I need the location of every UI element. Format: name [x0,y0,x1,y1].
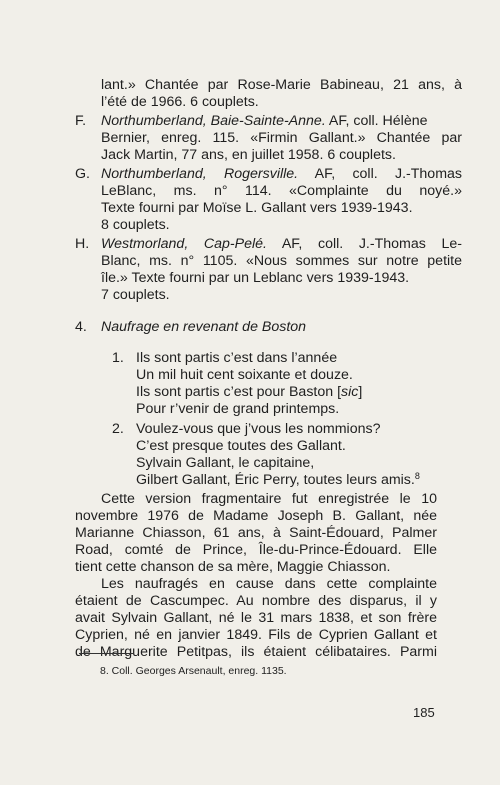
text-line: île.» Texte fourni par un Leblanc vers 1939-1943. [101,270,410,286]
text-line [101,113,428,130]
text-line: 8 couplets. [101,217,170,233]
paragraph-line: de Marguerite Petitpas, ils étaient célibataires. Parmi [75,644,437,660]
section-number: 4. [75,319,87,335]
paragraph-line: Road, comté de Prince, Île-du-Prince-Édouard. Elle [75,542,437,558]
line-text: AF, coll. J.-Thomas Le- [266,236,462,252]
verse-number: 2. [112,421,124,437]
verse-line: Ils sont partis c’est dans l’année [136,350,338,366]
verse-line: Voulez-vous que j’vous les nommions? [136,421,381,437]
line-text: AF, coll. Hélène [325,113,428,129]
place-name: Northumberland, Rogersville. [101,166,299,182]
entry-letter-h: H. [75,236,90,252]
paragraph-line: étaient de Cascumpec. Au nombre des disparus, il y [75,593,437,609]
text-line [101,236,462,253]
sic-note: sic [341,384,359,400]
place-name: Westmorland, Cap-Pelé. [101,236,267,252]
section-title: Naufrage en revenant de Boston [101,319,307,335]
line-text: Gilbert Gallant, Éric Perry, toutes leurs amis. [136,472,415,488]
paragraph-line: tient cette chanson de sa mère, Maggie Chiasson. [75,559,391,575]
line-text: Ils sont partis c’est pour Baston [ [136,384,342,400]
text-line: Blanc, ms. n° 1105. «Nous sommes sur notre petite [101,253,462,269]
entry-letter-f: F. [75,113,87,129]
verse-line: C’est presque toutes des Gallant. [136,438,346,454]
verse-line: Un mil huit cent soixante et douze. [136,367,353,383]
text-line: Jack Martin, 77 ans, en juillet 1958. 6 couplets. [101,147,396,163]
page-number: 185 [413,705,435,720]
paragraph-line: avait Sylvain Gallant, né le 31 mars 1838, et son frère [75,610,437,626]
paragraph-line: Marianne Chiasson, 61 ans, à Saint-Édouard, Palmer [75,525,437,541]
verse-line [136,384,362,401]
verse-number: 1. [112,350,124,366]
place-name: Northumberland, Baie-Sainte-Anne. [101,113,326,129]
paragraph-line: Les naufragés en cause dans cette complainte [101,576,437,592]
text-line: 7 couplets. [101,287,170,303]
verse-line: Pour r’venir de grand printemps. [136,401,340,417]
paragraph-line: Cette version fragmentaire fut enregistrée le 10 [101,491,437,507]
footnote-divider [79,653,133,654]
verse-line [136,472,420,489]
verse-line: Sylvain Gallant, le capitaine, [136,455,315,471]
paragraph-line: novembre 1976 de Madame Joseph B. Gallant, née [75,508,437,524]
entry-letter-g: G. [75,166,90,182]
footnote-ref: 8 [414,471,420,481]
text-line: Bernier, enreg. 115. «Firmin Gallant.» Chantée par [101,130,462,146]
footnote: 8. Coll. Georges Arsenault, enreg. 1135. [100,665,287,677]
text-line: lant.» Chantée par Rose-Marie Babineau, 21 ans, à [101,77,462,93]
text-line: LeBlanc, ms. n° 114. «Complainte du noyé.» [101,183,462,199]
text-line [101,166,462,183]
paragraph-line: Cyprien, né en janvier 1849. Fils de Cyprien Gallant et [75,627,437,643]
text-line: l’été de 1966. 6 couplets. [101,94,259,110]
text-line: Texte fourni par Moïse L. Gallant vers 1939-1943. [101,200,413,216]
line-text: ] [358,384,363,400]
line-text: AF, coll. J.-Thomas [298,166,463,182]
